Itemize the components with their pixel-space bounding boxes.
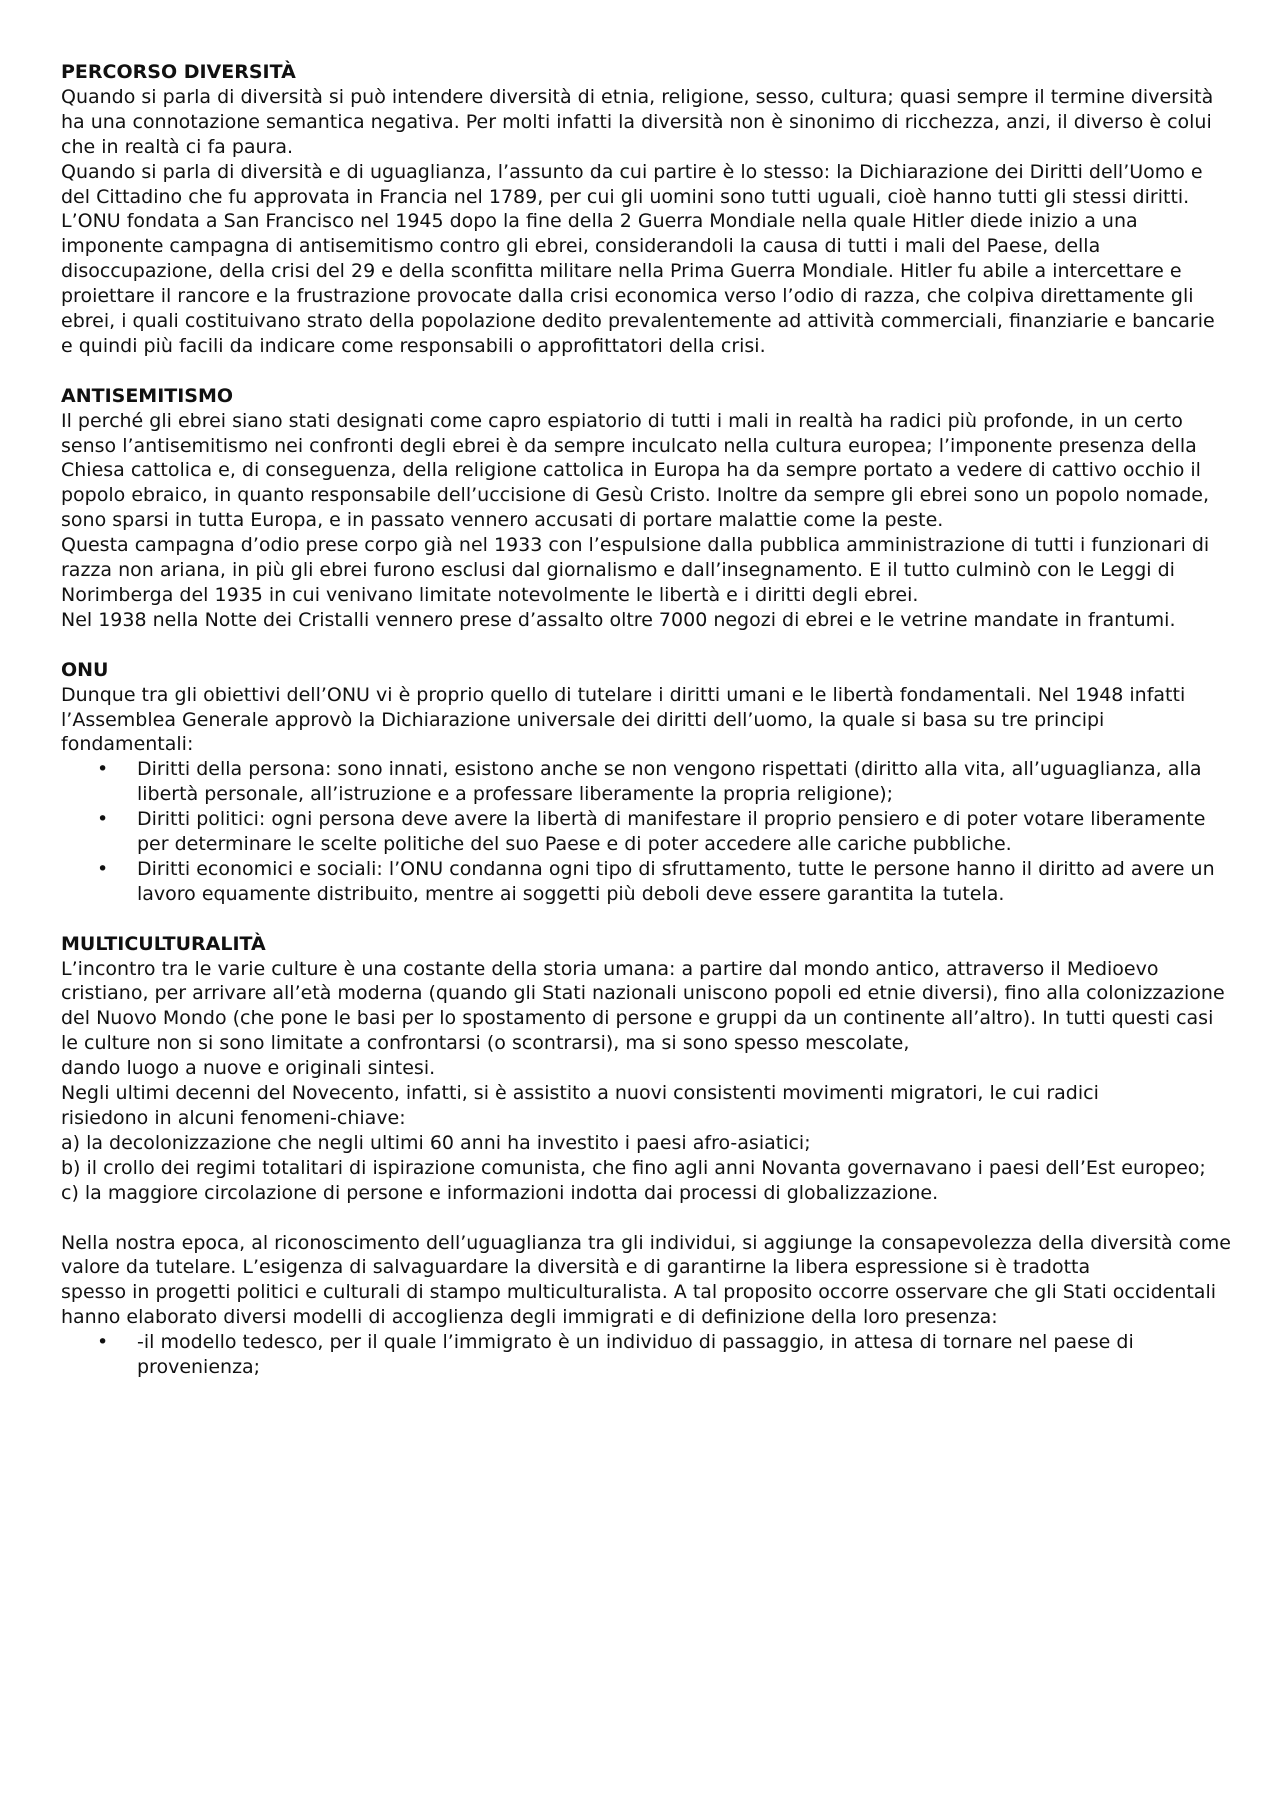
section-multiculturalita xyxy=(61,932,1231,1380)
paragraph: Questa campagna d’odio prese corpo già nel 1933 con l’espulsione dalla pubblica amministrazione di tutti i funzionari di razza non ariana, in più gli ebrei furono esclusi dal giornalismo e dall’insegnamento. E il tutto culminò con le Leggi di Norimberga del 1935 in cui venivano limitate notevolmente le libertà e i diritti degli ebrei. xyxy=(61,534,1210,607)
list-item xyxy=(97,807,1231,857)
bullet-icon: • xyxy=(97,808,109,831)
paragraph: Dunque tra gli obiettivi dell’ONU vi è proprio quello di tutelare i diritti umani e le libertà fondamentali. Nel 1948 infatti l’Assemblea Generale approvò la Dichiarazione universale dei diritti dell’uomo, la quale si basa su tre principi fondamentali: xyxy=(61,683,1186,756)
list-item-text: Diritti economici e sociali: l’ONU condanna ogni tipo di sfruttamento, tutte le persone hanno il diritto ad avere un lavoro equamente distribuito, mentre ai soggetti più deboli deve essere garantita la tutela. xyxy=(137,857,1215,905)
list-item-text: -il modello tedesco, per il quale l’immigrato è un individuo di passaggio, in attesa di tornare nel paese di provenienza; xyxy=(137,1331,1134,1379)
paragraph: b) il crollo dei regimi totalitari di ispirazione comunista, che fino agli anni Novanta governavano i paesi dell’Est europeo; xyxy=(61,1156,1206,1179)
paragraph: L’incontro tra le varie culture è una costante della storia umana: a partire dal mondo antico, attraverso il Medioevo cristiano, per arrivare all’età moderna (quando gli Stati nazionali uniscono popoli ed etnie diversi), fino alla colonizzazione del Nuovo Mondo (che pone le basi per lo spostamento di persone e gruppi da un continente all’altro). In tutti questi casi le culture non si sono limitate a confrontarsi (o scontrarsi), ma si sono spesso mescolate, xyxy=(61,957,1225,1055)
paragraph: c) la maggiore circolazione di persone e informazioni indotta dai processi di globalizzazione. xyxy=(61,1181,939,1204)
paragraph: risiedono in alcuni fenomeni-chiave: xyxy=(61,1107,406,1130)
list-item xyxy=(97,757,1231,807)
section-heading: MULTICULTURALITÀ xyxy=(61,932,266,955)
section-antisemitismo xyxy=(61,384,1231,633)
list-item-text: Diritti politici: ogni persona deve avere la libertà di manifestare il proprio pensiero e di poter votare liberamente per determinare le scelte politiche del suo Paese e di poter accedere alle cariche pubbliche. xyxy=(137,808,1206,856)
paragraph: spesso in progetti politici e culturali di stampo multiculturalista. A tal proposito occorre osservare che gli Stati occidentali hanno elaborato diversi modelli di accoglienza degli immigrati e di definizione della loro presenza: xyxy=(61,1281,1217,1329)
paragraph: Nel 1938 nella Notte dei Cristalli vennero prese d’assalto oltre 7000 negozi di ebrei e le vetrine mandate in frantumi. xyxy=(61,608,1176,631)
bullet-icon: • xyxy=(97,1331,109,1354)
paragraph: L’ONU fondata a San Francisco nel 1945 dopo la fine della 2 Guerra Mondiale nella quale Hitler diede inizio a una imponente campagna di antisemitismo contro gli ebrei, considerandoli la causa di tutti i mali del Paese, della disoccupazione, della crisi del 29 e della sconfitta militare nella Prima Guerra Mondiale. Hitler fu abile a intercettare e proiettare il rancore e la frustrazione provocate dalla crisi economica verso l’odio di razza, che colpiva direttamente gli ebrei, i quali costituivano strato della popolazione dedito prevalentemente ad attività commerciali, finanziarie e bancarie e quindi più facili da indicare come responsabili o approfittatori della crisi. xyxy=(61,210,1215,357)
paragraph: Quando si parla di diversità e di uguaglianza, l’assunto da cui partire è lo stesso: la Dichiarazione dei Diritti dell’Uomo e del Cittadino che fu approvata in Francia nel 1789, per cui gli uomini sono tutti uguali, cioè hanno tutti gli stessi diritti. xyxy=(61,160,1203,208)
section-heading: ANTISEMITISMO xyxy=(61,384,234,407)
paragraph: Negli ultimi decenni del Novecento, infatti, si è assistito a nuovi consistenti movimenti migratori, le cui radici xyxy=(61,1082,1099,1105)
paragraph: Il perché gli ebrei siano stati designati come capro espiatorio di tutti i mali in realtà ha radici più profonde, in un certo senso l’antisemitismo nei confronti degli ebrei è da sempre inculcato nella cultura europea; l’imponente presenza della Chiesa cattolica e, di conseguenza, della religione cattolica in Europa ha da sempre portato a vedere di cattivo occhio il popolo ebraico, in quanto responsabile dell’uccisione di Gesù Cristo. Inoltre da sempre gli ebrei sono un popolo nomade, sono sparsi in tutta Europa, e in passato vennero accusati di portare malattie come la peste. xyxy=(61,409,1210,532)
blank-line xyxy=(61,1206,1231,1231)
list-item xyxy=(97,1330,1231,1380)
bullet-icon: • xyxy=(97,758,109,781)
section-heading: ONU xyxy=(61,658,109,681)
paragraph: dando luogo a nuove e originali sintesi. xyxy=(61,1057,436,1080)
bullet-icon: • xyxy=(97,857,109,880)
paragraph: a) la decolonizzazione che negli ultimi 60 anni ha investito i paesi afro-asiatici; xyxy=(61,1131,811,1154)
paragraph: Quando si parla di diversità si può intendere diversità di etnia, religione, sesso, cultura; quasi sempre il termine diversità ha una connotazione semantica negativa. Per molti infatti la diversità non è sinonimo di ricchezza, anzi, il diverso è colui che in realtà ci fa paura. xyxy=(61,85,1214,158)
section-percorso-diversita xyxy=(61,60,1231,359)
section-onu xyxy=(61,658,1231,907)
list-item xyxy=(97,857,1231,907)
models-list xyxy=(61,1330,1231,1380)
paragraph: Nella nostra epoca, al riconoscimento dell’uguaglianza tra gli individui, si aggiunge la consapevolezza della diversità come valore da tutelare. L’esigenza di salvaguardare la diversità e di garantirne la libera espressione si è tradotta xyxy=(61,1231,1231,1279)
document-page xyxy=(61,60,1231,1405)
list-item-text: Diritti della persona: sono innati, esistono anche se non vengono rispettati (diritto alla vita, all’uguaglianza, alla libertà personale, all’istruzione e a professare liberamente la propria religione); xyxy=(137,758,1202,806)
section-heading: PERCORSO DIVERSITÀ xyxy=(61,61,296,83)
rights-list xyxy=(61,757,1231,906)
